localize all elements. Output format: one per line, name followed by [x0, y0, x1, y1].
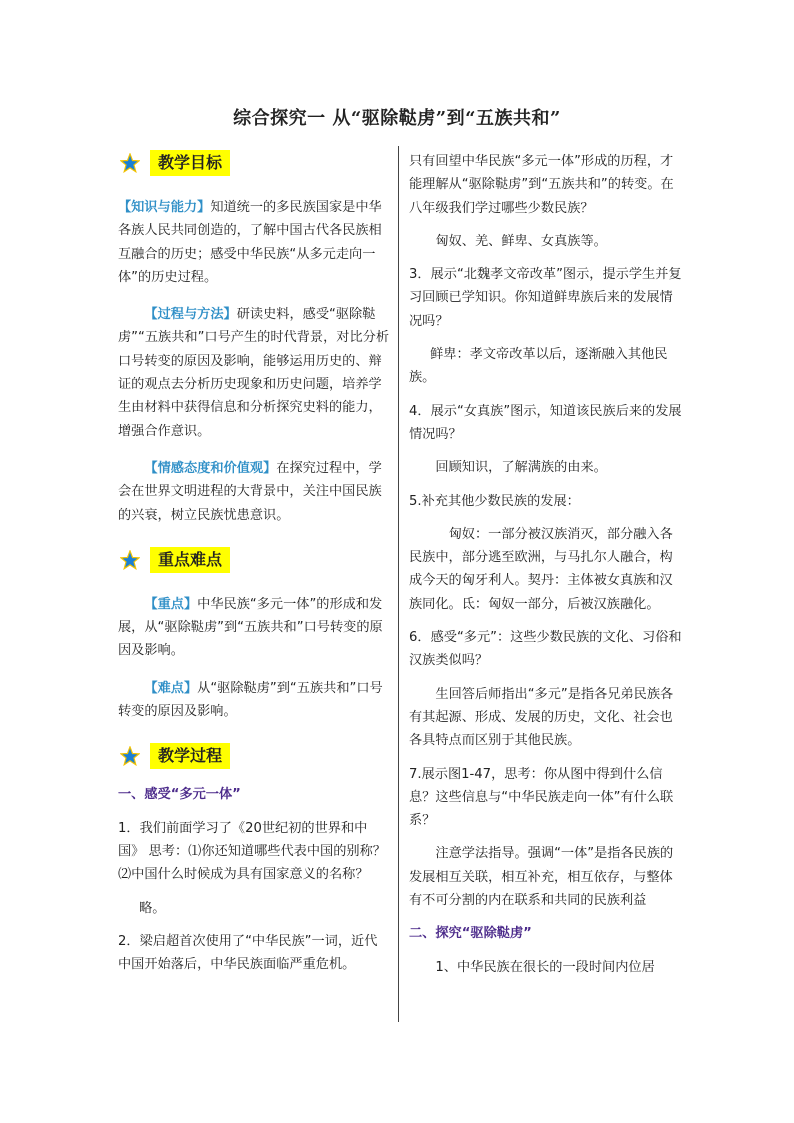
paragraph: 1．我们前面学习了《20世纪初的世界和中国》 思考：⑴你还知道哪些代表中国的别称？ ⑵中国什么时候成为具有国家意义的名称？ — [118, 820, 386, 883]
difficult-point — [118, 677, 390, 724]
heading-teaching-goals — [118, 150, 390, 176]
key-point — [118, 593, 390, 663]
star-icon — [120, 550, 140, 570]
paragraph: 匈奴：一部分被汉族消灭，部分融入各民族中，部分逃至欧洲，与马扎尔人融合，构成今天的匈牙利人。契丹：主体被女真族和汉族同化。氐：匈奴一部分，后被汉族融化。 — [409, 526, 673, 612]
right-column — [409, 150, 685, 979]
goal-knowledge — [118, 196, 390, 289]
paragraph: 7.展示图1-47，思考：你从图中得到什么信息？这些信息与“中华民族走向一体”有什么联系？ — [409, 766, 674, 829]
key-tag: 【重点】 — [144, 596, 198, 612]
paragraph: 略。 — [139, 900, 166, 916]
goal-text: 研读史料，感受“驱除鞑虏”“五族共和”口号产生的时代背景，对比分析口号转变的原因及影响，能够运用历史的、辩证的观点去分析历史现象和历史问题，培养学生由材料中获得信息和分析探究史料的能力，增强合作意识。 — [118, 307, 390, 439]
paragraph: 生回答后师指出“多元”是指各兄弟民族各有其起源、形成、发展的历史，文化、社会也各具特点而区别于其他民族。 — [409, 686, 674, 749]
heading-key-points — [118, 547, 390, 573]
column-divider — [398, 146, 399, 1022]
goal-values — [118, 457, 390, 527]
star-icon — [120, 746, 140, 766]
paragraph: 只有回望中华民族“多元一体”形成的历程，才能理解从“驱除鞑虏”到“五族共和”的转变。在八年级我们学过哪些少数民族？ — [409, 154, 674, 216]
left-column — [118, 150, 390, 976]
paragraph: 4．展示“女真族”图示，知道该民族后来的发展情况吗？ — [409, 403, 682, 442]
goal-tag: 【情感态度和价值观】 — [144, 460, 277, 476]
diff-text: 从“驱除鞑虏”到“五族共和”口号转变的原因及影响。 — [118, 680, 383, 720]
paragraph: 匈奴、羌、鲜卑、女真族等。 — [435, 233, 607, 249]
paragraph: 注意学法指导。强调“一体”是指各民族的发展相互关联，相互补充，相互依存，与整体有不可分割的内在联系和共同的民族利益 — [409, 846, 674, 909]
diff-tag: 【难点】 — [144, 680, 198, 696]
paragraph: 6．感受“多元”：这些少数民族的文化、习俗和汉族类似吗？ — [409, 630, 682, 669]
paragraph: 鲜卑：孝文帝改革以后，逐渐融入其他民族。 — [409, 347, 668, 386]
star-icon — [120, 153, 140, 173]
paragraph: 2．梁启超首次使用了“中华民族”一词，近代中国开始落后，中华民族面临严重危机。 — [118, 933, 378, 973]
heading-label: 重点难点 — [150, 547, 230, 573]
paragraph: 5.补充其他少数民族的发展： — [409, 493, 580, 509]
goal-text: 知道统一的多民族国家是中华各族人民共同创造的，了解中国古代各民族相互融合的历史；感受中华民族“从多元走向一体”的历史过程。 — [118, 200, 382, 285]
key-text: 中华民族“多元一体”的形成和发展，从“驱除鞑虏”到“五族共和”口号转变的原因及影响。 — [118, 596, 383, 659]
heading-label: 教学目标 — [150, 150, 230, 176]
goal-tag: 【知识与能力】 — [118, 200, 211, 215]
heading-label: 教学过程 — [150, 743, 230, 769]
heading-teaching-process — [118, 743, 390, 769]
paragraph: 1、中华民族在很长的一段时间内位居 — [435, 959, 655, 975]
paragraph: 3．展示“北魏孝文帝改革”图示，提示学生并复习回顾已学知识。你知道鲜卑族后来的发展情况吗？ — [409, 267, 682, 329]
section-heading: 二、探究“驱除鞑虏” — [409, 926, 532, 942]
paragraph: 回顾知识，了解满族的由来。 — [435, 460, 607, 476]
goal-process — [118, 303, 390, 443]
goal-tag: 【过程与方法】 — [144, 307, 237, 323]
section-heading: 一、感受“多元一体” — [118, 787, 241, 803]
document-title: 综合探究一 从“驱除鞑虏”到“五族共和” — [233, 108, 561, 129]
goal-text: 在探究过程中，学会在世界文明进程的大背景中，关注中国民族的兴衰，树立民族忧患意识。 — [118, 460, 382, 523]
